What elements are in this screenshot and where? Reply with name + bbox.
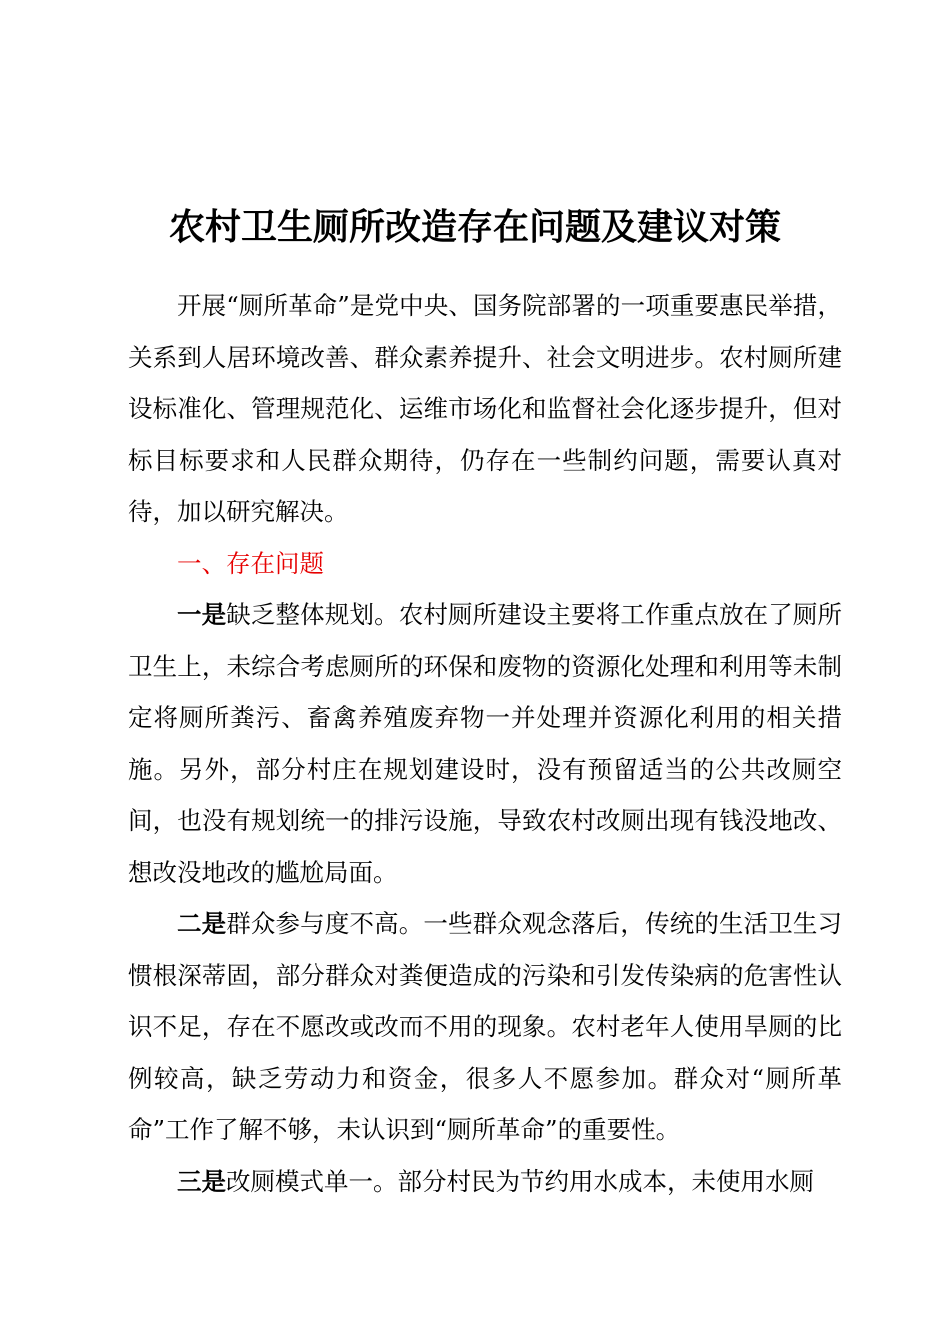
- problem-lead-3: 三是: [177, 1166, 226, 1196]
- problem-lead-1: 一是: [177, 600, 227, 629]
- problem-text-1: 缺乏整体规划。农村厕所建设主要将工作重点放在了厕所卫生上，未综合考虑厕所的环保和废物的资源化处理和利用等未制定将厕所粪污、畜禽养殖废弃物一并处理并资源化利用的相关措施。另外，部分村庄在规划建设时，没有预留适当的公共改厕空间，也没有规划统一的排污设施，导致农村改厕出现有钱没地改、想改没地改的尴尬局面。: [128, 600, 843, 887]
- problem-text-2: 群众参与度不高。一些群众观念落后，传统的生活卫生习惯根深蒂固，部分群众对粪便造成的污染和引发传染病的危害性认识不足，存在不愿改或改而不用的现象。农村老年人使用旱厕的比例较高，缺乏劳动力和资金，很多人不愿参加。群众对“厕所革命”工作了解不够，未认识到“厕所革命”的重要性。: [128, 909, 843, 1144]
- document-body: [128, 280, 842, 1207]
- section-heading-problems: 一、存在问题: [177, 548, 324, 578]
- problem-text-3: 改厕模式单一。部分村民为节约用水成本，未使用水厕: [226, 1166, 814, 1196]
- problem-lead-2: 二是: [177, 909, 227, 938]
- intro-paragraph: 开展“厕所革命”是党中央、国务院部署的一项重要惠民举措，关系到人居环境改善、群众素养提升、社会文明进步。农村厕所建设标准化、管理规范化、运维市场化和监督社会化逐步提升，但对标目标要求和人民群众期待，仍存在一些制约问题，需要认真对待，加以研究解决。: [128, 291, 842, 526]
- document-title: 农村卫生厕所改造存在问题及建议对策: [168, 206, 781, 248]
- problem-paragraph-2: [128, 898, 842, 1156]
- problem-paragraph-1: [128, 589, 842, 898]
- problem-paragraph-3: [128, 1156, 842, 1208]
